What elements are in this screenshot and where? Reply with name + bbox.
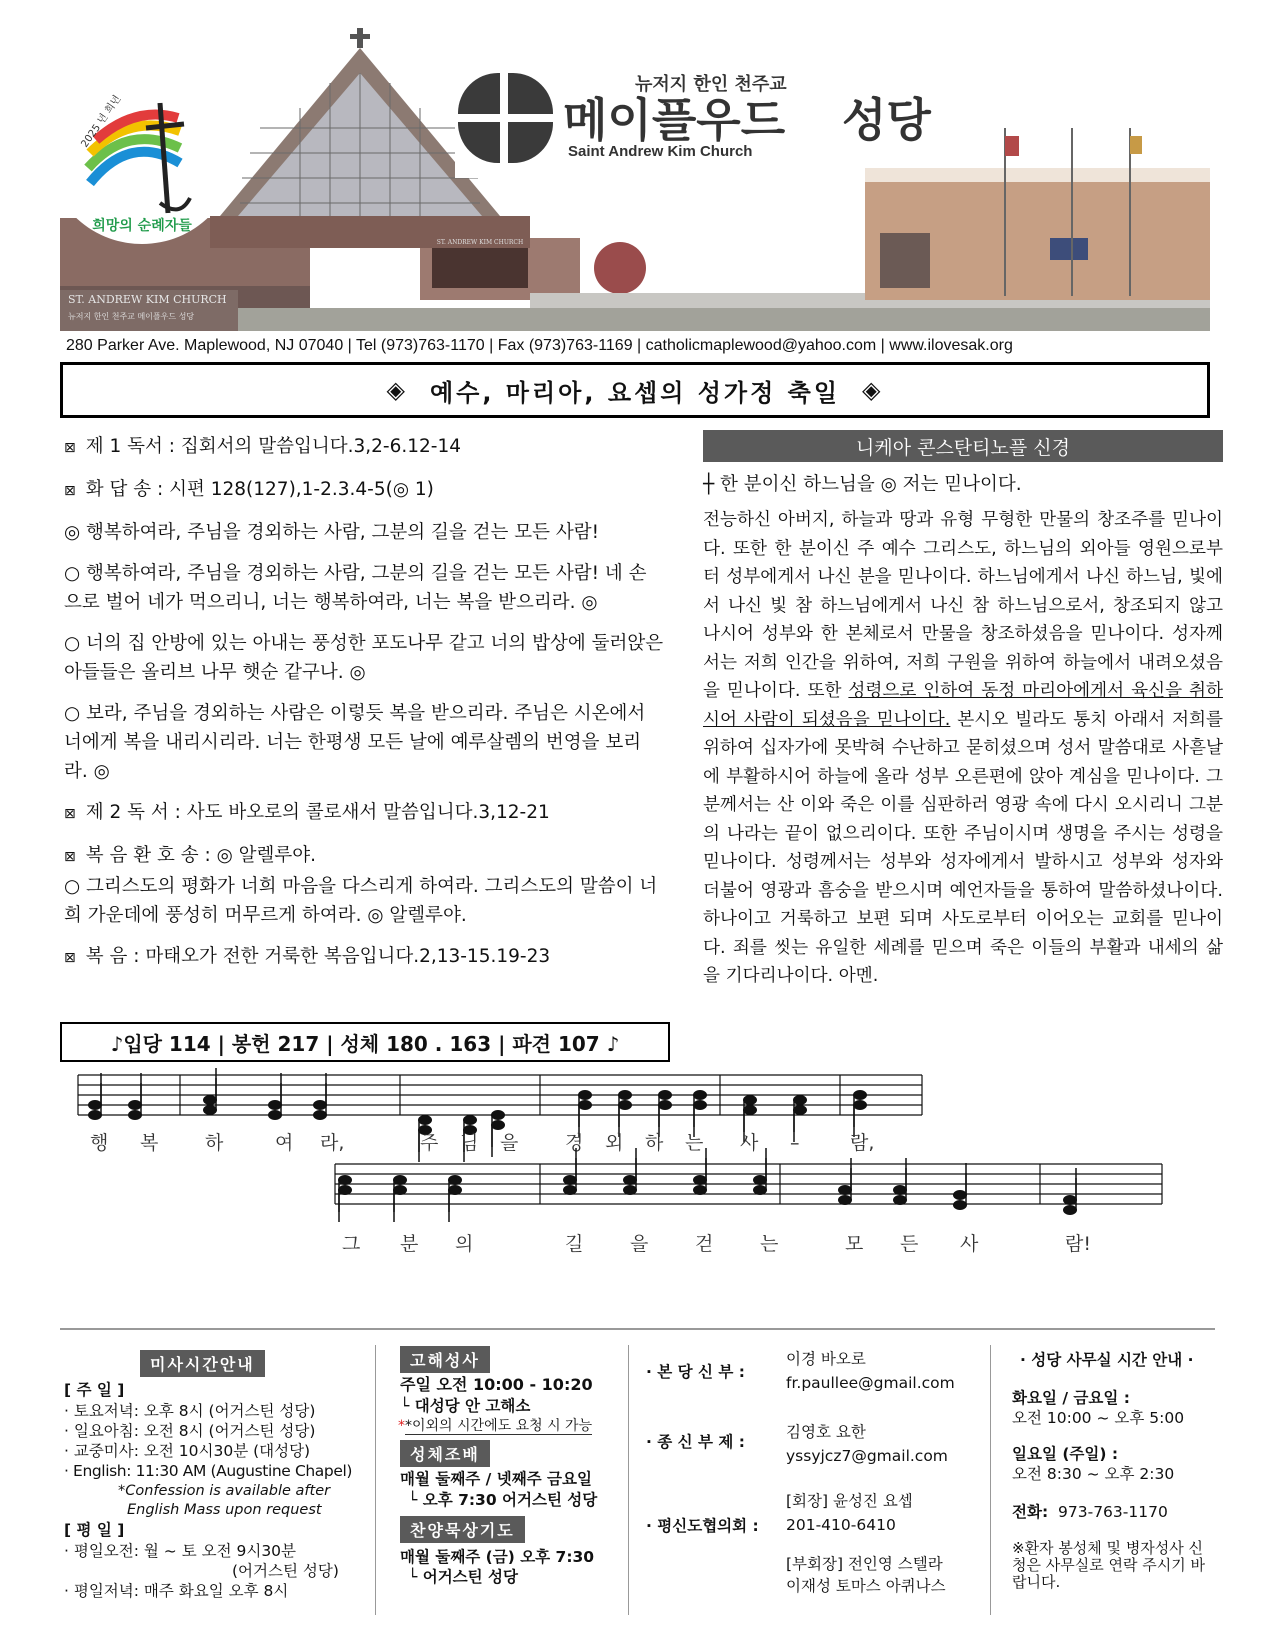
- deacon-name: 김영호 요한: [786, 1423, 866, 1441]
- note: [743, 1105, 757, 1115]
- deacon-label: · 종 신 부 제 :: [646, 1433, 745, 1451]
- confession-time: 주일 오전 10:00 - 10:20: [400, 1375, 593, 1394]
- note: [268, 1100, 282, 1110]
- reading-marker-icon: ⊠: [64, 950, 76, 966]
- psalm-response: ◎ 행복하여라, 주님을 경외하는 사람, 그분의 길을 걷는 모든 사람!: [64, 522, 600, 543]
- note: [793, 1095, 807, 1105]
- note: [88, 1110, 102, 1120]
- lyric-syllable: 길: [565, 1233, 584, 1255]
- council-label: · 평신도협의회 :: [646, 1517, 759, 1535]
- note: [623, 1185, 637, 1195]
- note: [393, 1175, 407, 1185]
- svg-text:뉴저지 한인 천주교: 뉴저지 한인 천주교: [635, 74, 787, 95]
- note: [491, 1120, 505, 1130]
- note: [658, 1090, 672, 1100]
- acclamation-verse: ○ 그리스도의 평화가 너희 마음을 다스리게 하여라. 그리스도의 말씀이 너희 가운데에 풍성히 머무르게 하여라. ◎ 알렐루야.: [64, 876, 658, 926]
- note: [338, 1185, 352, 1195]
- creed-text: 전능하신 아버지, 하늘과 땅과 유형 무형한 만물의 창조주를 믿나이다. 또한 한 분이신 주 예수 그리스도, 하느님의 외아들 영원으로부터 성부에게서 나신 분을 믿나이다. 하느님에게서 나신 하느님, 빛에서 나신 빛 참 하느님에게서 나신 참 하느님으로서, 창조되지 않고 나시어 성부와 한 본체로서 만물을 창조하셨음을 믿나이다. 성자께서는 저희 인간을 위하여, 저희 구원을 위하여 하늘에서 내려오셨음을 믿나이다. 또한: [703, 510, 1223, 701]
- note: [563, 1175, 577, 1185]
- deacon-email[interactable]: yssyjcz7@gmail.com: [786, 1447, 948, 1465]
- gospel: 복 음 : 마태오가 전한 거룩한 복음입니다.2,13-15.19-23: [85, 946, 551, 967]
- hymn-numbers: ♪입당 114 | 봉헌 217 | 성체 180 . 163 | 파견 107 ♪: [60, 1022, 670, 1062]
- note: [448, 1175, 462, 1185]
- note: [128, 1100, 142, 1110]
- church-photo: [60, 28, 1210, 331]
- lyric-syllable: 을: [500, 1132, 519, 1154]
- feast-title-box: [60, 362, 1210, 418]
- note: [578, 1090, 592, 1100]
- note: [753, 1175, 767, 1185]
- lyric-syllable: 님: [460, 1132, 479, 1154]
- note: [753, 1185, 767, 1195]
- note: [563, 1185, 577, 1195]
- lyric-syllable: 복: [140, 1132, 159, 1154]
- lyric-syllable: 을: [630, 1233, 649, 1255]
- office-phone: 전화: 973-763-1170: [1012, 1503, 1168, 1521]
- note: [853, 1100, 867, 1110]
- praise-title: 찬양묵상기도: [400, 1516, 525, 1543]
- lyric-syllable: 분: [400, 1233, 419, 1255]
- note: [793, 1105, 807, 1115]
- note: [693, 1100, 707, 1110]
- note: [658, 1100, 672, 1110]
- adoration-place: └ 오후 7:30 어거스틴 성당: [408, 1491, 598, 1509]
- svg-text:메이플우드: 메이플우드: [563, 93, 786, 147]
- note: [313, 1110, 327, 1120]
- note: [203, 1105, 217, 1115]
- diamond-icon: ◈: [386, 376, 408, 404]
- creed-body: [703, 506, 1223, 991]
- first-reading: 제 1 독서 : 집회서의 말씀입니다.3,2-6.12-14: [85, 436, 461, 457]
- lyric-syllable: 행: [90, 1132, 109, 1154]
- note: [313, 1100, 327, 1110]
- council-phone: 201-410-6410: [786, 1516, 896, 1534]
- note: [953, 1190, 967, 1200]
- note: [893, 1185, 907, 1195]
- office-tf-heading: 화요일 / 금요일 :: [1012, 1389, 1130, 1407]
- creed-intro: ┼ 한 분이신 하느님을 ◎ 저는 믿나이다.: [703, 474, 1022, 495]
- lyric-syllable: 하: [645, 1132, 664, 1154]
- note: [623, 1175, 637, 1185]
- office-note: ※환자 봉성체 및 병자성사 신청은 사무실로 연락 주시기 바랍니다.: [1012, 1539, 1205, 1591]
- gospel-acclamation: 복 음 환 호 송 : ◎ 알렐루야.: [85, 845, 316, 866]
- psalm-verse-3: ○ 보라, 주님을 경외하는 사람은 이렇듯 복을 받으리라. 주님은 시온에서 너에게 복을 내리시리라. 너는 한평생 모든 날에 예루살렘의 번영을 보리라. ◎: [64, 703, 646, 782]
- reading-marker-icon: ⊠: [64, 483, 76, 499]
- note: [418, 1115, 432, 1125]
- note: [338, 1175, 352, 1185]
- creed-title: 니케아 콘스탄티노플 신경: [703, 430, 1223, 462]
- note: [743, 1095, 757, 1105]
- svg-text:2025 년 희년: 2025 년 희년: [79, 93, 124, 150]
- stone-sign-ko: 뉴저지 한인 천주교 메이플우드 성당: [68, 312, 195, 321]
- lyric-syllable: 람!: [1065, 1233, 1091, 1255]
- pastor-email[interactable]: fr.paullee@gmail.com: [786, 1374, 955, 1392]
- svg-text:성당: 성당: [842, 93, 931, 147]
- psalm-score: [60, 1065, 1220, 1325]
- sun-morning-mass: · 일요아침: 오전 8시 (어거스틴 성당): [64, 1422, 316, 1440]
- lyric-syllable: 든: [900, 1233, 919, 1255]
- confession-note-1: *Confession is available after: [118, 1483, 331, 1499]
- lyric-syllable: 람,: [850, 1132, 875, 1154]
- lyric-syllable: 사: [960, 1233, 979, 1255]
- note: [838, 1195, 852, 1205]
- svg-text:희망의 순례자들: 희망의 순례자들: [92, 218, 192, 234]
- reading-marker-icon: ⊠: [64, 440, 76, 456]
- lyric-syllable: 라,: [320, 1132, 345, 1154]
- note: [618, 1090, 632, 1100]
- reading-marker-icon: ⊠: [64, 806, 76, 822]
- lyric-syllable: 그: [342, 1233, 361, 1255]
- staff-2: [335, 1148, 1162, 1222]
- column-divider: [990, 1345, 991, 1615]
- lyric-syllable: –: [790, 1132, 800, 1154]
- creed-underlined-text: 성령으로 인하여 동정 마리아에게서 육신을 취하시어 사람이 되셨음을 믿나이다.: [703, 681, 1223, 730]
- pastor-label: · 본 당 신 부 :: [646, 1363, 745, 1381]
- note: [893, 1195, 907, 1205]
- psalm-verse-2: ○ 너의 집 안방에 있는 아내는 풍성한 포도나무 같고 너의 밥상에 둘러앉은 아들들은 올리브 나무 햇순 같구나. ◎: [64, 633, 664, 683]
- lyric-syllable: 걷: [695, 1233, 714, 1255]
- council-president: [회장] 윤성진 요셉: [786, 1492, 913, 1510]
- lyric-syllable: 외: [605, 1132, 624, 1154]
- psalm-verse-1: ○ 행복하여라, 주님을 경외하는 사람, 그분의 길을 걷는 모든 사람! 네 손으로 벌어 네가 먹으리니, 너는 행복하여라, 너는 복을 받으리라. ◎: [64, 563, 647, 613]
- note: [203, 1095, 217, 1105]
- office-title: · 성당 사무실 시간 안내 ·: [1020, 1351, 1194, 1369]
- adoration-title: 성체조배: [400, 1440, 490, 1467]
- column-divider: [628, 1345, 629, 1615]
- lyric-syllable: 경: [565, 1132, 584, 1154]
- note: [1063, 1195, 1077, 1205]
- readings: [64, 432, 664, 973]
- mass-times-title: 미사시간안내: [140, 1350, 265, 1377]
- contact-line: 280 Parker Ave. Maplewood, NJ 07040 | Tel (973)763-1170 | Fax (973)763-1169 | catholicmaplewood@yahoo.com | www.ilovesak.org: [66, 337, 1013, 354]
- confession-place: └ 대성당 안 고해소: [400, 1397, 531, 1415]
- note: [693, 1175, 707, 1185]
- psalm: 화 답 송 : 시편 128(127),1-2.3.4-5(◎ 1): [85, 479, 434, 500]
- sunday-heading: [ 주 일 ]: [64, 1381, 125, 1399]
- confession-note: **이외의 시간에도 요청 시 가능: [398, 1418, 593, 1434]
- lyrics-line-1: [90, 1132, 874, 1154]
- confession-note-2: English Mass upon request: [127, 1502, 322, 1518]
- stone-sign: ST. ANDREW KIM CHURCH: [68, 293, 227, 306]
- praise-time: 매월 둘째주 (금) 오후 7:30: [400, 1548, 595, 1566]
- note: [463, 1115, 477, 1125]
- council-vp-2: 이재성 토마스 아퀴나스: [786, 1577, 946, 1595]
- lyric-syllable: 하: [205, 1132, 224, 1154]
- lyric-syllable: 주: [420, 1132, 439, 1154]
- note: [618, 1100, 632, 1110]
- note: [693, 1090, 707, 1100]
- adoration-time: 매월 둘째주 / 넷째주 금요일: [400, 1470, 592, 1488]
- note: [88, 1100, 102, 1110]
- reading-marker-icon: ⊠: [64, 849, 76, 865]
- office-sun-hours: 오전 8:30 ~ 오후 2:30: [1012, 1465, 1175, 1483]
- note: [128, 1110, 142, 1120]
- weekday-heading: [ 평 일 ]: [64, 1521, 125, 1539]
- note: [393, 1185, 407, 1195]
- note: [491, 1110, 505, 1120]
- creed-text: 본시오 빌라도 통치 아래서 저희를 위하여 십자가에 못박혀 수난하고 묻히셨으며 성서 말씀대로 사흗날에 부활하시어 하늘에 올라 성부 오른편에 앉아 계심을 믿나이다. 그분께서는 산 이와 죽은 이를 심판하러 영광 속에 다시 오시리니 그분의 나라는 끝이 없으리이다. 또한 주님이시며 생명을 주시는 성령을 믿나이다. 성령께서는 성부와 성자에게서 발하시고 성부와 성자와 더불어 영광과 흠숭을 받으시며 예언자들을 통하여 말씀하셨나이다. 하나이고 거룩하고 보편 되며 사도로부터 이어오는 교회를 믿나이다. 죄를 씻는 유일한 세례를 믿으며 죽은 이들의 부활과 내세의 삶을 기다리나이다. 아멘.: [703, 709, 1223, 986]
- note: [448, 1185, 462, 1195]
- weekday-morning-mass: · 평일오전: 월 ~ 토 오전 9시30분: [64, 1542, 297, 1560]
- note: [693, 1185, 707, 1195]
- note: [853, 1090, 867, 1100]
- lyric-syllable: 여: [275, 1132, 294, 1154]
- weekday-morning-place: (어거스틴 성당): [232, 1562, 339, 1580]
- diamond-icon: ◈: [862, 376, 884, 404]
- main-mass: · 교중미사: 오전 10시30분 (대성당): [64, 1442, 311, 1460]
- confession-title: 고해성사: [400, 1346, 490, 1373]
- note: [953, 1200, 967, 1210]
- svg-text:Saint Andrew Kim Church: Saint Andrew Kim Church: [568, 143, 753, 160]
- pastor-name: 이경 바오로: [786, 1350, 866, 1368]
- praise-place: └ 어거스틴 성당: [408, 1568, 518, 1586]
- lyric-syllable: 사: [740, 1132, 759, 1154]
- office-sun-heading: 일요일 (주일) :: [1012, 1445, 1119, 1463]
- footer-rule: [60, 1328, 1215, 1330]
- lyrics-line-2: [342, 1233, 1091, 1255]
- column-divider: [375, 1345, 376, 1615]
- lyric-syllable: 는: [685, 1132, 704, 1154]
- entrance-sign: ST. ANDREW KIM CHURCH: [436, 239, 524, 246]
- note: [578, 1100, 592, 1110]
- lyric-syllable: 모: [845, 1233, 864, 1255]
- office-tf-hours: 오전 10:00 ~ 오후 5:00: [1012, 1409, 1185, 1427]
- feast-title: 예수, 마리아, 요셉의 성가정 축일: [429, 378, 841, 407]
- weekday-evening-mass: · 평일저녁: 매주 화요일 오후 8시: [64, 1582, 289, 1600]
- note: [838, 1185, 852, 1195]
- lyric-syllable: 는: [760, 1233, 779, 1255]
- council-vp-1: [부회장] 전인영 스텔라: [786, 1555, 943, 1573]
- lyric-syllable: 의: [455, 1233, 474, 1255]
- second-reading: 제 2 독 서 : 사도 바오로의 콜로새서 말씀입니다.3,12-21: [85, 802, 550, 823]
- note: [268, 1110, 282, 1120]
- note: [1063, 1205, 1077, 1215]
- sat-evening-mass: · 토요저녁: 오후 8시 (어거스틴 성당): [64, 1402, 316, 1420]
- english-mass: · English: 11:30 AM (Augustine Chapel): [64, 1462, 353, 1480]
